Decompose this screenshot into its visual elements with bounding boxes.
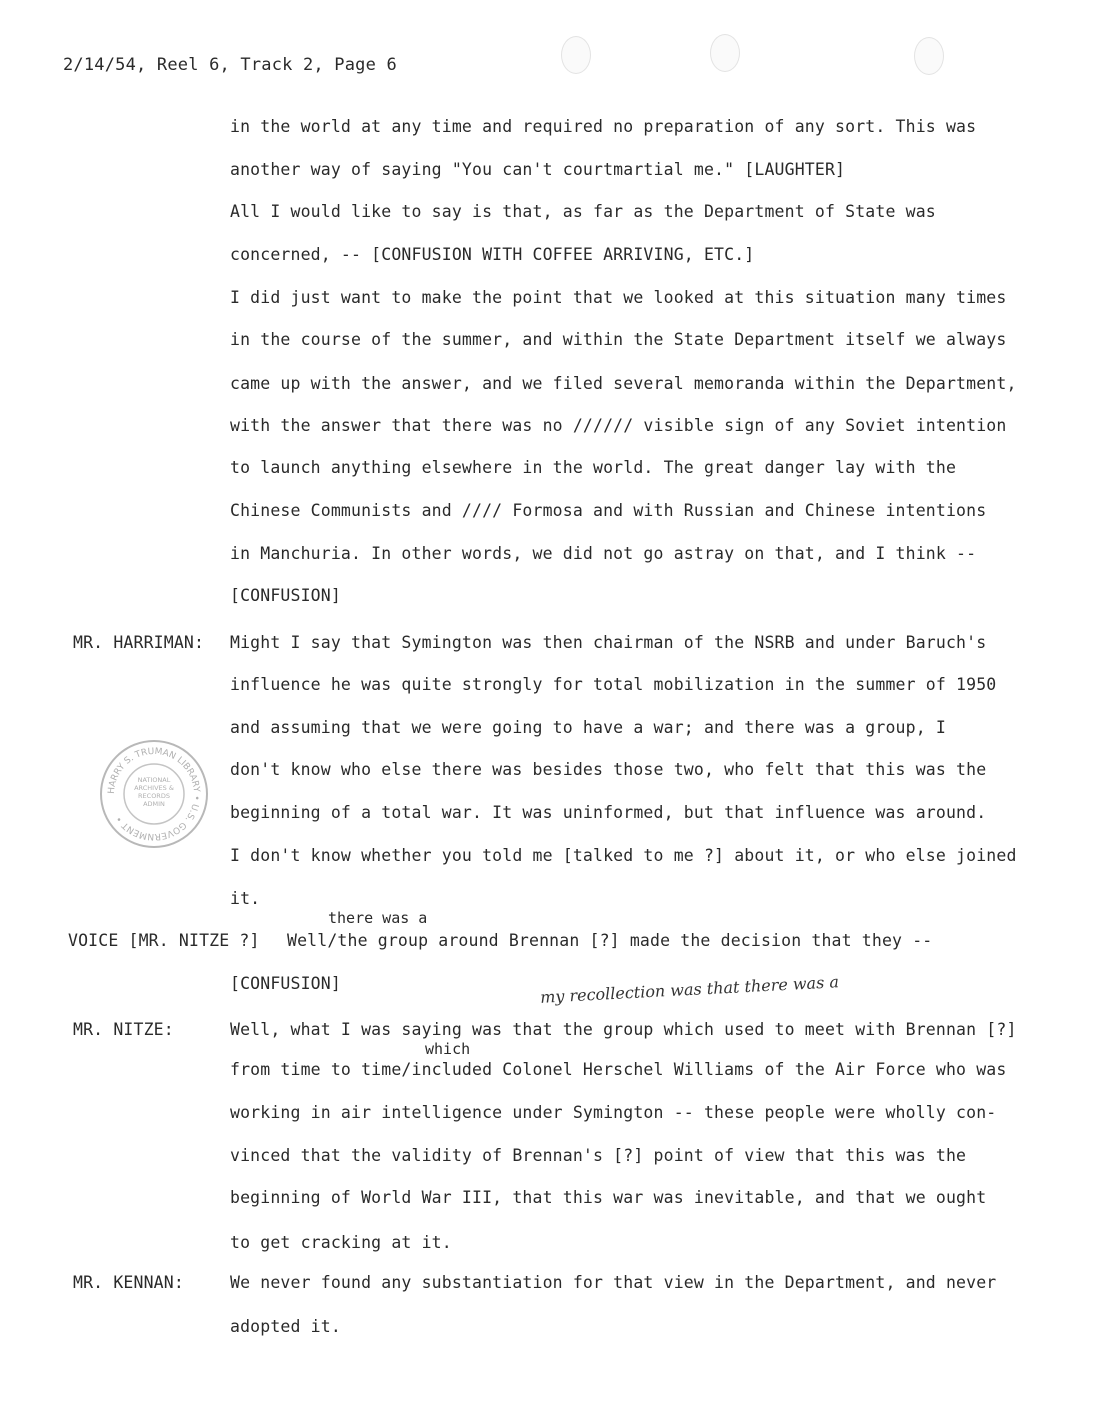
text-line: to get cracking at it. bbox=[230, 1233, 452, 1252]
text-line: working in air intelligence under Symington -- these people were wholly con- bbox=[230, 1103, 997, 1122]
text-line: beginning of a total war. It was uninformed, but that influence was around. bbox=[230, 803, 987, 822]
text-line: from time to time/included Colonel Herschel Williams of the Air Force who was bbox=[230, 1060, 1007, 1079]
text-line: in the course of the summer, and within the State Department itself we always bbox=[230, 330, 1007, 349]
page-header: 2/14/54, Reel 6, Track 2, Page 6 bbox=[63, 55, 397, 75]
text-line: [CONFUSION] bbox=[230, 974, 341, 993]
text-line: I don't know whether you told me [talked to me ?] about it, or who else joined bbox=[230, 846, 1017, 865]
text-line: came up with the answer, and we filed several memoranda within the Department, bbox=[230, 374, 1017, 393]
text-line: in the world at any time and required no preparation of any sort. This was bbox=[230, 117, 977, 136]
speaker-kennan: MR. KENNAN: bbox=[73, 1273, 184, 1292]
text-line: don't know who else there was besides those two, who felt that this was the bbox=[230, 760, 987, 779]
text-line: Might I say that Symington was then chairman of the NSRB and under Baruch's bbox=[230, 633, 987, 652]
text-line: We never found any substantiation for that view in the Department, and never bbox=[230, 1273, 997, 1292]
text-line: it. bbox=[230, 889, 261, 908]
text-line: Well/the group around Brennan [?] made the decision that they -- bbox=[287, 931, 933, 950]
text-line: [CONFUSION] bbox=[230, 586, 341, 605]
text-line: concerned, -- [CONFUSION WITH COFFEE ARRIVING, ETC.] bbox=[230, 245, 755, 264]
text-line: another way of saying "You can't courtmartial me." [LAUGHTER] bbox=[230, 160, 846, 179]
text-line: I did just want to make the point that we looked at this situation many times bbox=[230, 288, 1007, 307]
punch-hole bbox=[710, 34, 740, 72]
text-line: All I would like to say is that, as far as the Department of State was bbox=[230, 202, 936, 221]
text-line: adopted it. bbox=[230, 1317, 341, 1336]
text-line: in Manchuria. In other words, we did not go astray on that, and I think -- bbox=[230, 544, 977, 563]
punch-hole bbox=[914, 37, 944, 75]
text-line: with the answer that there was no ////// visible sign of any Soviet intention bbox=[230, 416, 1007, 435]
typed-insertion: which bbox=[425, 1040, 471, 1058]
stamp-ring-text: HARRY S. TRUMAN LIBRARY • U.S. GOVERNMENT • bbox=[106, 746, 202, 842]
typed-insertion: there was a bbox=[328, 909, 428, 927]
archive-stamp bbox=[98, 738, 210, 850]
text-line: to launch anything elsewhere in the world. The great danger lay with the bbox=[230, 458, 957, 477]
speaker-voice: VOICE [MR. NITZE ?] bbox=[68, 931, 260, 950]
handwritten-insertion: my recollection was that there was a bbox=[539, 972, 840, 1007]
text-line: vinced that the validity of Brennan's [?] point of view that this was the bbox=[230, 1146, 967, 1165]
speaker-harriman: MR. HARRIMAN: bbox=[73, 633, 205, 652]
stamp-center-text: NATIONAL ARCHIVES & RECORDS ADMIN bbox=[134, 776, 174, 808]
text-line: Well, what I was saying was that the group which used to meet with Brennan [?] bbox=[230, 1020, 1017, 1039]
text-line: influence he was quite strongly for total mobilization in the summer of 1950 bbox=[230, 675, 997, 694]
punch-hole bbox=[561, 36, 591, 74]
speaker-nitze: MR. NITZE: bbox=[73, 1020, 174, 1039]
text-line: and assuming that we were going to have a war; and there was a group, I bbox=[230, 718, 946, 737]
text-line: Chinese Communists and //// Formosa and with Russian and Chinese intentions bbox=[230, 501, 987, 520]
text-line: beginning of World War III, that this war was inevitable, and that we ought bbox=[230, 1188, 987, 1207]
